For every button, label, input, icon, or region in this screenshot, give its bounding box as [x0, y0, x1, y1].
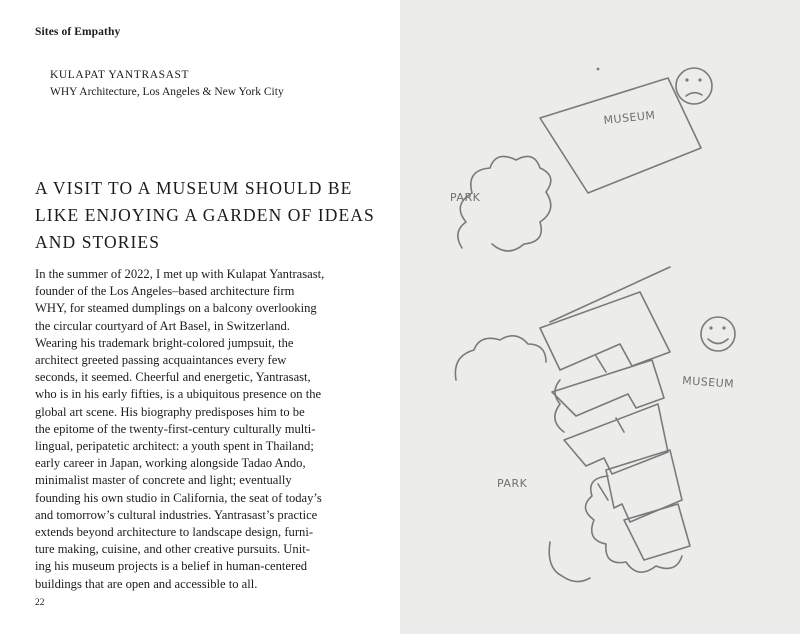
smiling-face-icon — [701, 317, 735, 351]
park-cloud-bottom-base — [549, 542, 590, 582]
museum-label-top: MUSEUM — [602, 108, 657, 127]
headline-line: A VISIT TO A MUSEUM SHOULD BE — [35, 178, 353, 198]
body-paragraph — [35, 266, 385, 593]
body-line: ing his museum projects is a belief in human-centered — [35, 559, 308, 574]
park-cloud-bottom-upper — [455, 336, 546, 380]
body-line: the epitome of the twenty-first-century culturally multi- — [35, 421, 316, 436]
body-line: In the summer of 2022, I met up with Kulapat Yantrasast, — [35, 267, 325, 281]
park-label-top: PARK — [450, 191, 481, 204]
body-line: and tomorrow’s cultural industries. Yantrasast’s practice — [35, 507, 318, 522]
running-head: Sites of Empathy — [35, 26, 121, 38]
body-line: global art scene. His biography predisposes him to be — [35, 404, 305, 419]
page-number: 22 — [35, 598, 45, 608]
sketch-divider-stroke — [550, 267, 670, 322]
body-line: founding his own studio in California, the seat of today’s — [35, 490, 322, 505]
museum-box-bottom-1 — [540, 292, 670, 370]
body-line: seconds, it seemed. Cheerful and energetic, Yantrasast, — [35, 370, 311, 385]
body-line: the circular courtyard of Art Basel, in Switzerland. — [35, 318, 290, 333]
body-line: Wearing his trademark bright-colored jumpsuit, the — [35, 335, 294, 350]
body-line: who is in his early fifties, is a ubiquitous presence on the — [35, 387, 322, 402]
body-line: architect greeted passing acquaintances every few — [35, 353, 287, 368]
museum-box-bottom-5 — [624, 504, 690, 560]
body-line: buildings that are open and accessible to all. — [35, 576, 258, 591]
body-line: founder of the Los Angeles–based architecture firm — [35, 284, 295, 299]
author-affiliation: WHY Architecture, Los Angeles & New York City — [50, 86, 284, 98]
body-line: extends beyond architecture to landscape design, furni- — [35, 525, 314, 540]
body-line: WHY, for steamed dumplings on a balcony overlooking — [35, 301, 317, 316]
headline-line: LIKE ENJOYING A GARDEN OF IDEAS — [35, 205, 375, 225]
park-cloud-bottom-lower — [585, 476, 682, 572]
frowning-face-icon — [676, 68, 712, 104]
museum-inner-stroke — [596, 356, 624, 500]
pencil-sketch — [400, 0, 800, 634]
headline-line: AND STORIES — [35, 232, 161, 252]
museum-label-bottom: MUSEUM — [681, 374, 735, 391]
body-line: minimalist master of concrete and light; eventually — [35, 473, 292, 488]
museum-box-top — [540, 78, 701, 193]
chapter-headline — [35, 175, 375, 256]
body-line: ture making, cuisine, and other creative pursuits. Unit- — [35, 542, 310, 557]
author-name: KULAPAT YANTRASAST — [50, 69, 190, 81]
right-page-sketch — [400, 0, 800, 634]
park-label-bottom: PARK — [497, 477, 528, 490]
body-line: early career in Japan, working alongside Tadao Ando, — [35, 456, 306, 471]
pencil-mark — [597, 68, 600, 71]
body-line: lingual, peripatetic architect: a youth spent in Thailand; — [35, 439, 314, 454]
